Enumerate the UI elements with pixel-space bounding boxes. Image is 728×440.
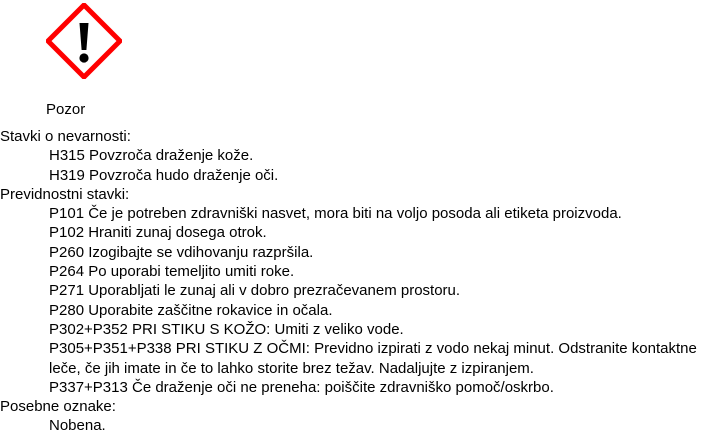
ghs-exclamation-mark-icon	[46, 3, 122, 79]
special-label-value: Nobena.	[49, 417, 106, 435]
hazard-statements-heading: Stavki o nevarnosti:	[0, 128, 131, 145]
precautionary-statement: P102 Hraniti zunaj dosega otrok.	[49, 224, 267, 242]
precautionary-statement: P302+P352 PRI STIKU S KOŽO: Umiti z veliko vode.	[49, 320, 404, 338]
precautionary-statements-section	[0, 185, 726, 397]
special-labels-heading: Posebne oznake:	[0, 398, 116, 416]
precautionary-statement: P305+P351+P338 PRI STIKU Z OČMI: Previdno izpirati z vodo nekaj minut. Odstranite kontaktne leče, če jih imate in če to lahko storite brez težav. Nadaljujte z izpiranjem.	[49, 340, 697, 377]
statements-block	[0, 127, 726, 436]
precautionary-statement: P280 Uporabite zaščitne rokavice in očala.	[49, 301, 333, 319]
hazard-statement: H319 Povzroča hudo draženje oči.	[49, 166, 279, 184]
signal-word: Pozor	[46, 101, 86, 118]
precautionary-statement: P337+P313 Če draženje oči ne preneha: poiščite zdravniško pomoč/oskrbo.	[49, 378, 554, 396]
hazard-statements-section	[0, 127, 726, 185]
precautionary-statements-heading: Previdnostni stavki:	[0, 185, 130, 203]
precautionary-statement: P264 Po uporabi temeljito umiti roke.	[49, 263, 295, 281]
special-labels-section	[0, 397, 726, 436]
precautionary-statement: P101 Če je potreben zdravniški nasvet, mora biti na voljo posoda ali etiketa proizvoda.	[49, 205, 622, 223]
precautionary-statement: P271 Uporabljati le zunaj ali v dobro prezračevanem prostoru.	[49, 282, 461, 300]
precautionary-statement: P260 Izogibajte se vdihovanju razpršila.	[49, 243, 314, 261]
hazard-statement: H315 Povzroča draženje kože.	[49, 147, 254, 165]
